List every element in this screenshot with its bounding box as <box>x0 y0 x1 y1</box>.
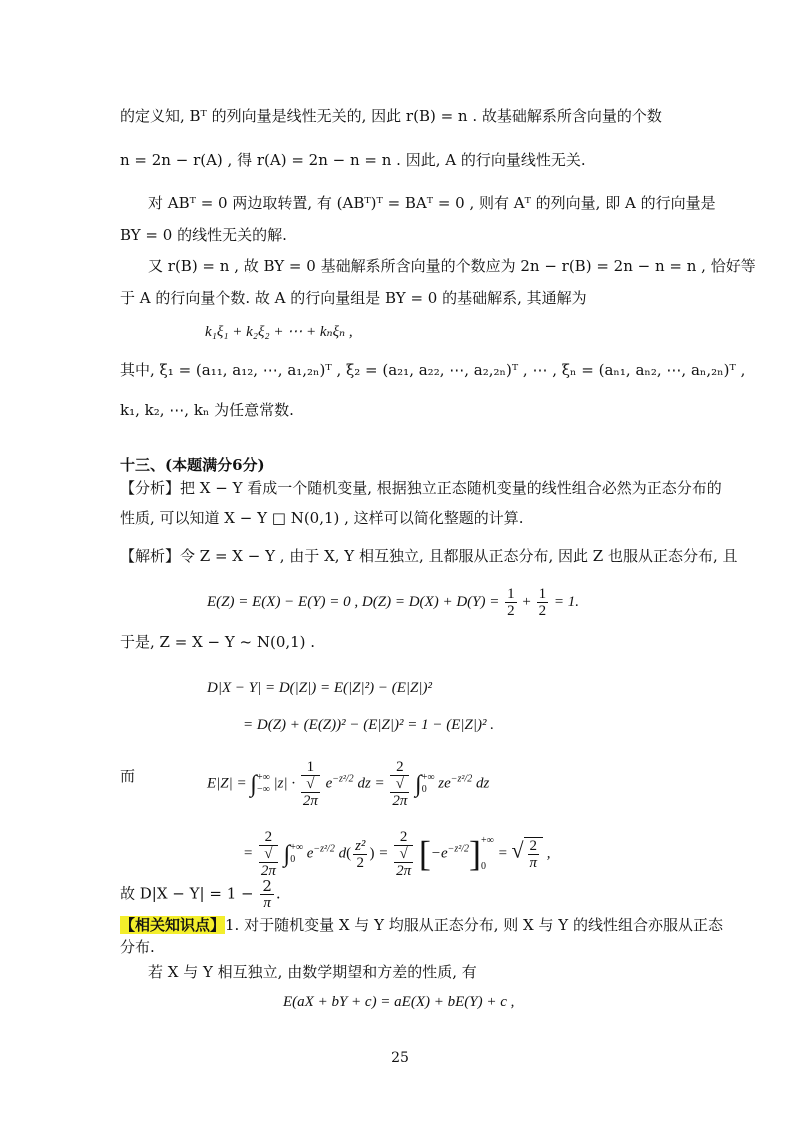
analysis-line-1 <box>120 478 722 498</box>
variance-derivation-2: = D(Z) + (E(Z))² − (E|Z|)² = 1 − (E|Z|)² . <box>243 717 494 733</box>
eval-upper: +∞ <box>481 835 494 846</box>
frac-num: 1 <box>301 759 320 776</box>
frac-two-over-sqrt <box>390 759 409 809</box>
frac-two-over-sqrt <box>259 829 278 879</box>
solution-tag: 【解析】 <box>120 547 181 565</box>
frac-den: π <box>529 854 538 871</box>
d-operator: d <box>338 845 347 862</box>
int2-tail: , <box>546 845 551 862</box>
sqrt-2pi: 2π <box>396 863 412 879</box>
er-label: 而 <box>120 767 136 785</box>
analysis-tag: 【分析】 <box>120 479 181 497</box>
frac-den: 2 <box>538 603 547 619</box>
frac-one-over-sqrt <box>301 759 320 809</box>
text-line-2: n = 2n − r(A) , 得 r(A) = 2n − n = n . 因此, A 的行向量线性无关. <box>120 151 586 169</box>
exp-power: −z²/2 <box>447 843 470 855</box>
frac-den: 2 <box>356 854 365 871</box>
fraction-half-a <box>505 586 517 619</box>
integral-line-1 <box>207 759 489 809</box>
z-var: z <box>438 775 445 792</box>
integral-sign: ∫ <box>415 771 422 798</box>
equals: = <box>497 845 512 862</box>
general-solution-formula: k₁ξ₁ + k₂ξ₂ + ⋯ + kₙξₙ , <box>205 324 353 340</box>
int-lower: 0 <box>290 854 296 865</box>
sqrt-result <box>524 837 544 871</box>
knowledge-line-2: 分布. <box>120 938 155 956</box>
integral-sign: ∫ <box>250 771 257 798</box>
frac-den: √ 2π <box>396 846 412 879</box>
exp-power: −z²/2 <box>313 843 335 855</box>
exp-e: e <box>444 775 451 792</box>
integral-line-2: = 2 √ 2π ∫ +∞ 0 $e^{-z^2/2}$ d( $\frac{\text{z²}}{2}$ ) = 2 √ 2π $[-e^{-z^2/2}]$ +∞ 0 = √ $\frac{2}{\pi}$ , <box>243 829 551 879</box>
sqrt-2pi: 2π <box>260 863 276 879</box>
int-upper: +∞ <box>256 772 270 783</box>
int-lower: 0 <box>421 784 427 795</box>
eval-lower: 0 <box>481 861 487 872</box>
text-line-1: 的定义知, Bᵀ 的列向量是线性无关的, 因此 r(B) = n . 故基础解系所含向量的个数 <box>120 107 662 125</box>
knowledge-equation: E(aX + bY + c) = aE(X) + bE(Y) + c , <box>283 994 515 1010</box>
frac-num: 1 <box>538 586 547 602</box>
dz-eq: dz = <box>357 775 389 792</box>
then-line: 于是, Z = X − Y ~ N(0,1) . <box>120 633 316 651</box>
frac-two-over-sqrt <box>394 829 413 879</box>
equals-one: = 1. <box>553 593 579 610</box>
int-upper: +∞ <box>290 842 303 853</box>
solution-line-1 <box>120 546 738 566</box>
frac-two-over-pi <box>528 838 540 871</box>
frac-num: 2 <box>259 829 278 846</box>
result-line <box>120 878 281 911</box>
int-lower: −∞ <box>256 784 270 795</box>
text-line-4: BY = 0 的线性无关的解. <box>120 226 287 244</box>
section-title: 十三、(本题满分6分) <box>120 456 265 474</box>
analysis-text-1: 把 X − Y 看成一个随机变量, 根据独立正态随机变量的线性组合必然为正态分布的 <box>180 479 722 497</box>
dz-end: dz <box>472 775 490 792</box>
sqrt-2pi: 2π <box>302 793 318 809</box>
frac-num: 1 <box>507 586 515 602</box>
frac-den: √ 2π <box>260 846 276 879</box>
plus-sign: + <box>522 593 531 610</box>
fraction-half-b <box>537 586 549 619</box>
knowledge-line-3: 若 X 与 Y 相互独立, 由数学期望和方差的性质, 有 <box>148 963 477 981</box>
text-line-9: k₁, k₂, ⋯, kₙ 为任意常数. <box>120 401 294 419</box>
int1-mid: |z| · <box>273 775 299 792</box>
text-line-6: 于 A 的行向量个数. 故 A 的行向量组是 BY = 0 的基础解系, 其通解为 <box>120 289 587 307</box>
int-upper: +∞ <box>421 772 435 783</box>
frac-den: π <box>263 895 271 911</box>
result-dot: . <box>275 884 281 903</box>
text-line-3: 对 ABᵀ = 0 两边取转置, 有 (ABᵀ)ᵀ = BAᵀ = 0 , 则有 Aᵀ 的列向量, 即 A 的行向量是 <box>148 194 716 212</box>
variance-derivation-1: D|X − Y| = D(|Z|) = E(|Z|²) − (E|Z|)² <box>207 680 432 696</box>
int2-lead: = <box>243 845 257 862</box>
exp-power: −z²/2 <box>332 773 354 785</box>
knowledge-tag: 【相关知识点】 <box>120 916 226 934</box>
knowledge-line-1 <box>120 915 723 935</box>
frac-den: √ 2π <box>392 776 408 809</box>
text-line-8: 其中, ξ₁ = (a₁₁, a₁₂, ⋯, a₁,₂ₙ)ᵀ , ξ₂ = (a₂₁, a₂₂, ⋯, a₂,₂ₙ)ᵀ , ⋯ , ξₙ = (aₙ₁, aₙ₂, ⋯, aₙ,₂ₙ)ᵀ , <box>120 361 746 379</box>
integral-sign: ∫ <box>283 841 291 868</box>
expectation-variance-eq <box>207 586 579 619</box>
minus-e: −e <box>430 845 448 862</box>
eq-expect-text: E(Z) = E(X) − E(Y) = 0 , D(Z) = D(X) + D(Y) = <box>207 593 504 610</box>
page-number: 25 <box>391 1050 409 1066</box>
exp-e: e <box>325 775 333 792</box>
frac-two-over-pi-result <box>260 878 274 911</box>
exp-power: −z²/2 <box>450 773 473 785</box>
knowledge-text-1: 1. 对于随机变量 X 与 Y 均服从正态分布, 则 X 与 Y 的线性组合亦服从正态 <box>225 916 723 934</box>
frac-num: 2 <box>394 829 413 846</box>
frac-num: 2 <box>529 837 538 854</box>
frac-num: 2 <box>390 759 409 776</box>
exp-e: e <box>306 845 314 862</box>
equals: = <box>378 845 393 862</box>
text-line-5: 又 r(B) = n , 故 BY = 0 基础解系所含向量的个数应为 2n − r(B) = 2n − n = n , 恰好等 <box>148 257 756 275</box>
frac-num: z² <box>355 837 366 854</box>
analysis-line-2: 性质, 可以知道 X − Y □ N(0,1) , 这样可以简化整题的计算. <box>120 509 524 527</box>
frac-den: √ 2π <box>302 776 318 809</box>
frac-z2-over-2 <box>353 838 367 871</box>
solution-text-1: 令 Z = X − Y , 由于 X, Y 相互独立, 且都服从正态分布, 因此 Z 也服从正态分布, 且 <box>180 547 738 565</box>
result-pre: 故 D|X − Y| = 1 − <box>120 884 259 903</box>
sqrt-2pi: 2π <box>392 793 408 809</box>
frac-den: 2 <box>507 603 515 619</box>
frac-num: 2 <box>262 877 272 895</box>
int1-left: E|Z| = <box>207 775 251 792</box>
